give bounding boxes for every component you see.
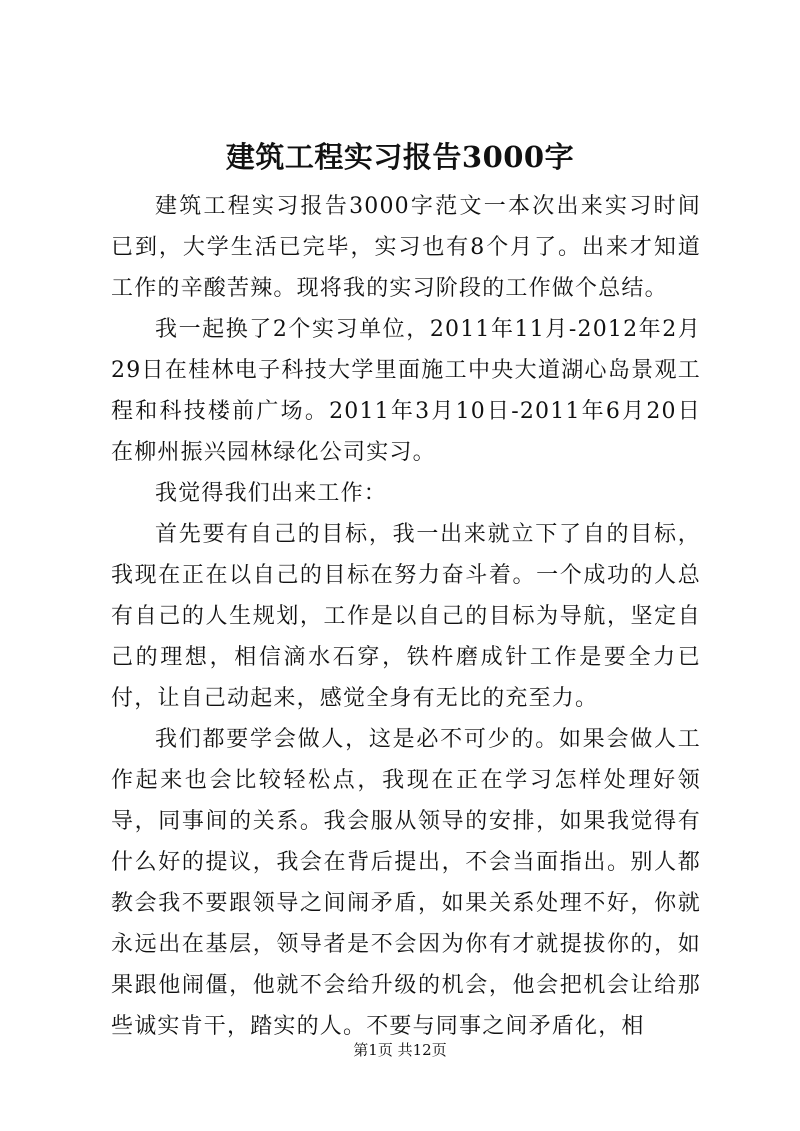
- page-footer: [0, 1040, 800, 1060]
- paragraph-2: 我一起换了2个实习单位，2011年11月-2012年2月29日在桂林电子科技大学里面施工中央大道湖心岛景观工程和科技楼前广场。2011年3月10日-2011年6月20日在柳州振兴园林绿化公司实习。: [111, 317, 701, 465]
- paragraph-3: 我觉得我们出来工作：: [155, 481, 388, 506]
- document-body: [111, 186, 701, 1047]
- paragraph-5: 我们都要学会做人，这是必不可少的。如果会做人工作起来也会比较轻松点，我现在正在学习怎样处理好领导，同事间的关系。我会服从领导的安排，如果我觉得有什么好的提议，我会在背后提出，不会当面指出。别人都教会我不要跟领导之间闹矛盾，如果关系处理不好，你就永远出在基层，领导者是不会因为你有才就提拔你的，如果跟他闹僵，他就不会给升级的机会，他会把机会让给那些诚实肯干，踏实的人。不要与同事之间矛盾化，相: [111, 727, 701, 1039]
- document-title: 建筑工程实习报告3000字: [225, 140, 575, 174]
- page-number-label: 第1页 共12页: [353, 1041, 447, 1059]
- paragraph-1: 建筑工程实习报告3000字范文一本次出来实习时间已到，大学生活已完毕，实习也有8个月了。出来才知道工作的辛酸苦辣。现将我的实习阶段的工作做个总结。: [111, 194, 701, 301]
- paragraph-4: 首先要有自己的目标，我一出来就立下了自的目标，我现在正在以自己的目标在努力奋斗着。一个成功的人总有自己的人生规划，工作是以自己的目标为导航，坚定自己的理想，相信滴水石穿，铁杵磨成针工作是要全力已付，让自己动起来，感觉全身有无比的充至力。: [111, 522, 701, 711]
